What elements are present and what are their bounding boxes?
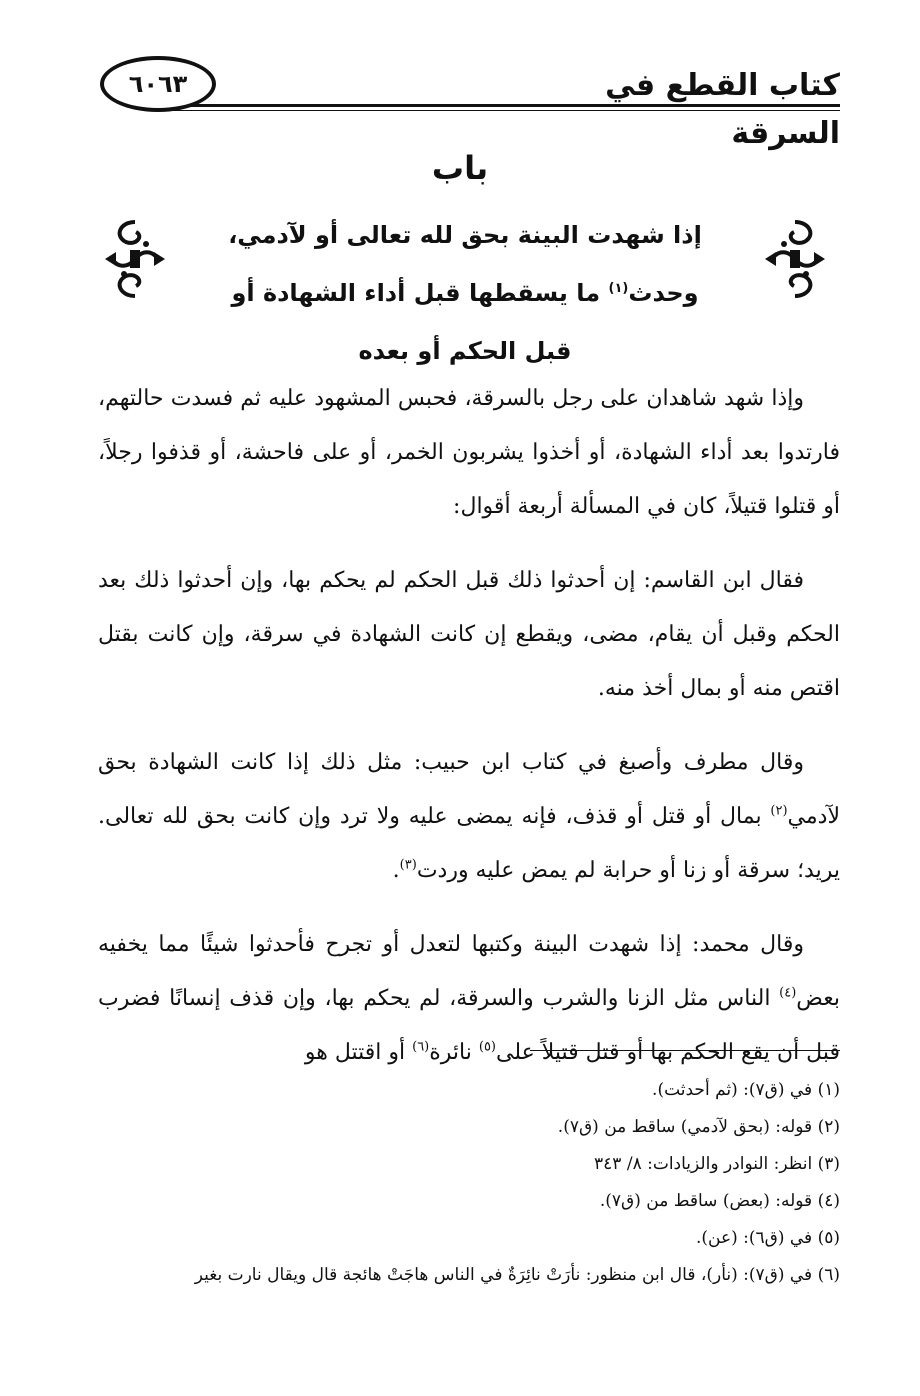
footnote-ref: (٣) <box>399 857 417 873</box>
header-rule <box>150 104 840 107</box>
footnote: (٦) في (ق٧): (نأر)، قال ابن منظور: نأرَتْ نائِرَةٌ في الناس هاجَتْ هائجة قال ويقال نارت بغير <box>194 1265 840 1285</box>
paragraph-text: . <box>392 858 400 883</box>
footnote-rule <box>530 1050 840 1051</box>
paragraph <box>98 918 840 1080</box>
floral-ornament-icon <box>760 214 830 304</box>
paragraph <box>98 736 840 898</box>
footnote: (٤) قوله: (بعض) ساقط من (ق٧). <box>599 1191 840 1211</box>
paragraph-text: وقال مطرف وأصبغ في كتاب ابن حبيب: مثل ذلك إذا كانت الشهادة بحق لآدمي <box>98 750 840 829</box>
footnotes <box>98 1072 840 1294</box>
footnote-ref: (٦) <box>412 1039 430 1055</box>
page-number-badge: ٦٠٦٣ <box>100 56 216 112</box>
paragraph-text: بمال أو قتل أو قذف، فإنه يمضى عليه ولا ترد وإن كانت بحق لله تعالى. يريد؛ سرقة أو زنا أو حرابة لم يمض عليه وردت <box>98 804 840 883</box>
paragraph: وإذا شهد شاهدان على رجل بالسرقة، فحبس المشهود عليه ثم فسدت حالتهم، فارتدوا بعد أداء الشهادة، أو أخذوا يشربون الخمر، أو على فاحشة، أو قذفوا رجلاً، أو قتلوا قتيلاً، كان في المسألة أربعة أقوال: <box>98 386 840 519</box>
paragraph-text: أو اقتتل هو <box>304 1040 413 1065</box>
footnote-ref: (٥) <box>478 1039 496 1055</box>
chapter-title-part1: إذا شهدت البينة بحق لله تعالى أو لآدمي، وحدث <box>228 221 702 307</box>
chapter-label: باب <box>431 149 489 187</box>
footnote: (٣) انظر: النوادر والزيادات: ٨/ ٣٤٣ <box>594 1154 840 1174</box>
chapter-title-part2: ما يسقطها قبل أداء الشهادة أو قبل الحكم أو بعده <box>231 279 609 365</box>
running-header-title: كتاب القطع في السرقة <box>605 68 840 151</box>
header-rule-thin <box>150 110 840 111</box>
footnote-ref: (١) <box>608 281 629 296</box>
footnote-ref: (٢) <box>770 803 788 819</box>
paragraph: فقال ابن القاسم: إن أحدثوا ذلك قبل الحكم لم يحكم بها، وإن أحدثوا ذلك بعد الحكم وقبل أن يقام، مضى، ويقطع إن كانت الشهادة في سرقة، وإن كانت بقتل اقتص منه أو بمال أخذ منه. <box>98 568 840 701</box>
paragraph-text: الناس مثل الزنا والشرب والسرقة، لم يحكم بها، وإن قذف إنسانًا فضرب قبل أن يقع الحكم بها أو قتل قتيلاً على <box>98 986 840 1065</box>
footnote-ref: (٤) <box>779 985 797 1001</box>
chapter-title <box>205 206 725 380</box>
footnote: (٢) قوله: (بحق لآدمي) ساقط من (ق٧). <box>557 1117 840 1137</box>
paragraph-text: وقال محمد: إذا شهدت البينة وكتبها لتعدل أو تجرح فأحدثوا شيئًا مما يخفيه بعض <box>98 932 840 1011</box>
floral-ornament-icon <box>100 214 170 304</box>
body-text <box>98 372 840 1100</box>
footnote: (١) في (ق٧): (ثم أحدثت). <box>652 1080 840 1100</box>
paragraph-text: نائرة <box>429 1040 479 1065</box>
footnote: (٥) في (ق٦): (عن). <box>695 1228 840 1248</box>
